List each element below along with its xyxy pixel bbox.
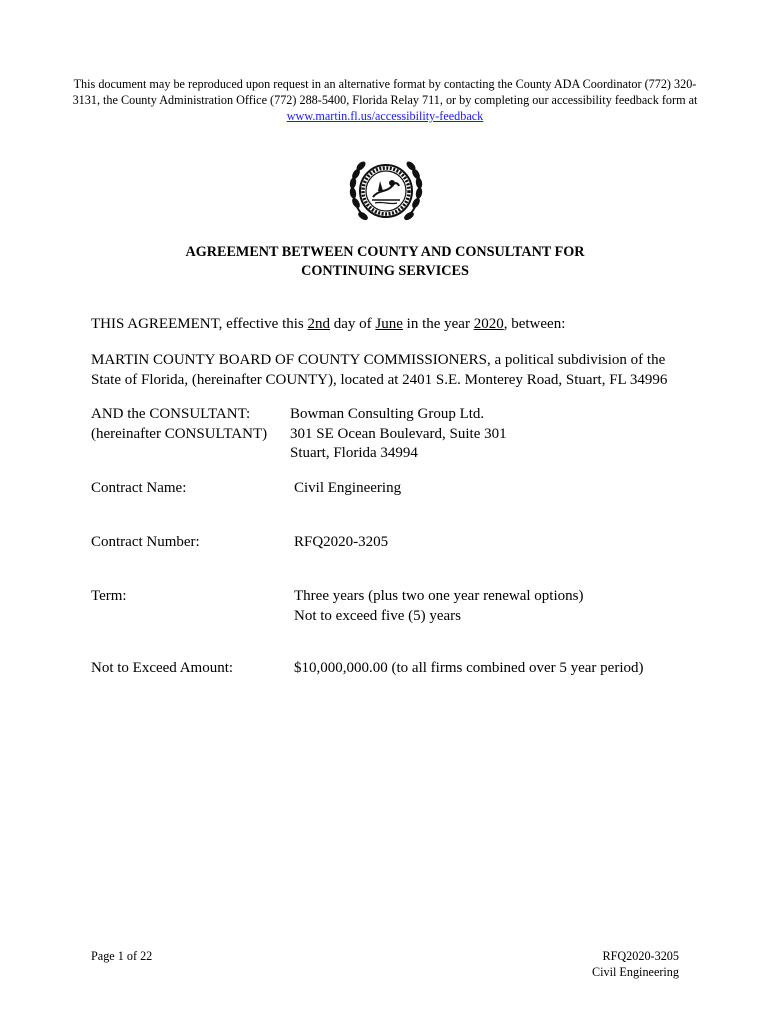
intro-mid-1: day of: [330, 316, 376, 332]
consultant-address-1: 301 SE Ocean Boulevard, Suite 301: [290, 425, 507, 442]
contract-name-row: [91, 479, 711, 499]
contract-number-label: Contract Number:: [91, 534, 200, 550]
consultant-label: [91, 405, 291, 444]
term-value-line-2: Not to exceed five (5) years: [294, 607, 462, 624]
not-to-exceed-label: Not to Exceed Amount:: [91, 660, 234, 676]
term-value: [294, 587, 714, 626]
consultant-name: Bowman Consulting Group Ltd.: [290, 406, 485, 422]
county-party-paragraph: [91, 351, 711, 390]
consultant-label-line-1: AND the CONSULTANT:: [91, 406, 251, 422]
consultant-details: [290, 405, 710, 464]
accessibility-notice: [60, 76, 710, 124]
county-seal-graphic: [347, 153, 425, 229]
notice-text: This document may be reproduced upon request in an alternative format by contacting the County ADA Coordinator (772) 320-3131, the County Administration Office (772) 288-5400, Florida Relay 711, or by completing our accessibility feedback form at: [72, 77, 698, 107]
agreement-title: [100, 243, 670, 281]
intro-suffix: , between:: [503, 316, 566, 332]
intro-prefix: THIS AGREEMENT, effective this: [91, 316, 308, 332]
term-row: [91, 587, 711, 627]
footer-ref-number: RFQ2020-3205: [602, 949, 679, 963]
title-line-2: CONTINUING SERVICES: [301, 263, 469, 279]
effective-day: 2nd: [307, 316, 330, 332]
accessibility-feedback-link[interactable]: www.martin.fl.us/accessibility-feedback: [286, 109, 484, 123]
footer-ref-name: Civil Engineering: [592, 965, 679, 979]
contract-number-row: [91, 533, 711, 553]
county-party-line-1: MARTIN COUNTY BOARD OF COUNTY COMMISSIONERS, a political subdivision of the: [91, 352, 666, 368]
county-party-line-2: State of Florida, (hereinafter COUNTY), located at 2401 S.E. Monterey Road, Stuart, FL 34996: [91, 371, 668, 388]
contract-number-value: RFQ2020-3205: [294, 534, 389, 550]
effective-date-statement: [91, 315, 691, 335]
contract-name-value: Civil Engineering: [294, 480, 402, 496]
consultant-address-2: Stuart, Florida 34994: [290, 445, 418, 461]
consultant-block: [91, 405, 711, 465]
contract-name-label: Contract Name:: [91, 480, 187, 496]
not-to-exceed-row: [91, 659, 711, 679]
term-label: Term:: [91, 588, 127, 604]
footer-reference: [592, 948, 679, 980]
term-value-line-1: Three years (plus two one year renewal options): [294, 588, 584, 604]
county-seal-icon: [347, 153, 425, 229]
page-number: Page 1 of 22: [91, 949, 153, 963]
intro-mid-2: in the year: [402, 316, 474, 332]
effective-month: June: [375, 316, 403, 332]
consultant-label-line-2: (hereinafter CONSULTANT): [91, 425, 268, 442]
title-line-1: AGREEMENT BETWEEN COUNTY AND CONSULTANT FOR: [185, 244, 585, 260]
effective-year: 2020: [473, 316, 504, 332]
not-to-exceed-value: $10,000,000.00 (to all firms combined over 5 year period): [294, 660, 644, 676]
